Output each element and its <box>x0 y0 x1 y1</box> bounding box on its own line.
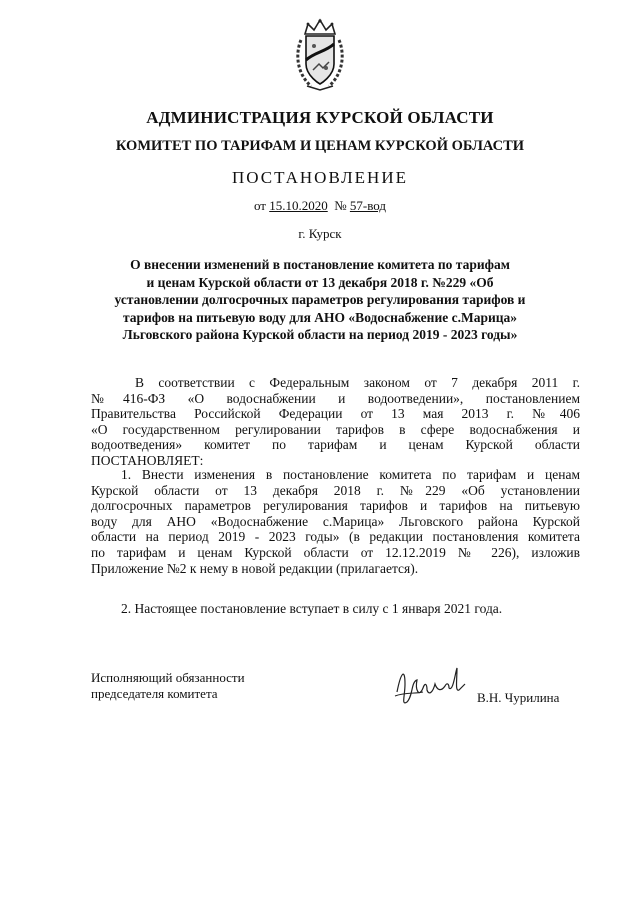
document-title <box>0 256 640 344</box>
item-1-line: Приложение №2 к нему в новой редакции (прилагается). <box>91 560 419 576</box>
title-line: установлении долгосрочных параметров регулирования тарифов и <box>114 292 526 307</box>
title-line: Льговского района Курской области на период 2019 - 2023 годы» <box>122 327 518 342</box>
item-2-paragraph <box>91 601 580 617</box>
title-line: тарифов на питьевую воду для АНО «Водоснабжение с.Марица» <box>122 309 518 325</box>
signatory-name: В.Н. Чурилина <box>477 690 560 705</box>
item-1-paragraph <box>91 467 580 576</box>
committee-heading: КОМИТЕТ ПО ТАРИФАМ И ЦЕНАМ КУРСКОЙ ОБЛАСТИ <box>115 138 525 154</box>
preamble-line: №416-ФЗ «О водоснабжении и водоотведении», постановлением <box>91 390 580 406</box>
organization-heading: АДМИНИСТРАЦИЯ КУРСКОЙ ОБЛАСТИ <box>146 108 494 127</box>
preamble-resolves: ПОСТАНОВЛЯЕТ: <box>91 452 204 468</box>
date-number-line <box>0 198 640 214</box>
preamble-line: В соответствии с Федеральным законом от 7 декабря 2011 г. <box>135 375 580 390</box>
coat-of-arms-emblem <box>293 18 347 92</box>
item-2-line: 2. Настоящее постановление вступает в силу с 1 января 2021 года. <box>121 601 503 616</box>
preamble-line: «О государственном регулировании тарифов в сфере водоснабжения и <box>91 421 580 437</box>
item-1-line: области на период 2019 - 2023 годы» (в редакции постановления комитета <box>91 529 580 545</box>
signatory-position <box>91 670 245 702</box>
title-line: О внесении изменений в постановление комитета по тарифам <box>130 257 510 272</box>
document-date: 15.10.2020 <box>269 198 328 213</box>
preamble-line: водоотведения» комитет по тарифам и ценам Курской области <box>91 437 580 453</box>
preamble-line: Правительства Российской Федерации от 13 мая 2013 г. №406 <box>91 406 580 422</box>
number-prefix: № <box>334 198 347 213</box>
item-1-line: Курской области от 13 декабря 2018 г. №229 «Об установлении <box>91 482 580 498</box>
preamble-paragraph <box>91 375 580 469</box>
position-line-2: председателя комитета <box>91 686 218 701</box>
item-1-line: по тарифам и ценам Курской области от 12.12.2019 № 226), изложив <box>91 544 580 560</box>
handwritten-signature <box>393 662 473 710</box>
item-1-line: 1. Внести изменения в постановление комитета по тарифам и ценам <box>121 467 580 482</box>
document-number: 57-вод <box>349 198 387 213</box>
position-line-1: Исполняющий обязанности <box>91 670 245 685</box>
title-line: и ценам Курской области от 13 декабря 2018 г. №229 «Об <box>146 274 494 290</box>
item-1-line: воду для АНО «Водоснабжение с.Марица» Льговского района Курской <box>91 513 580 529</box>
date-prefix: от <box>253 198 266 213</box>
city-line: г. Курск <box>298 226 342 241</box>
document-type-heading: ПОСТАНОВЛЕНИЕ <box>231 168 408 187</box>
item-1-line: долгосрочных параметров регулирования тарифов и тарифов на питьевую <box>91 498 580 514</box>
